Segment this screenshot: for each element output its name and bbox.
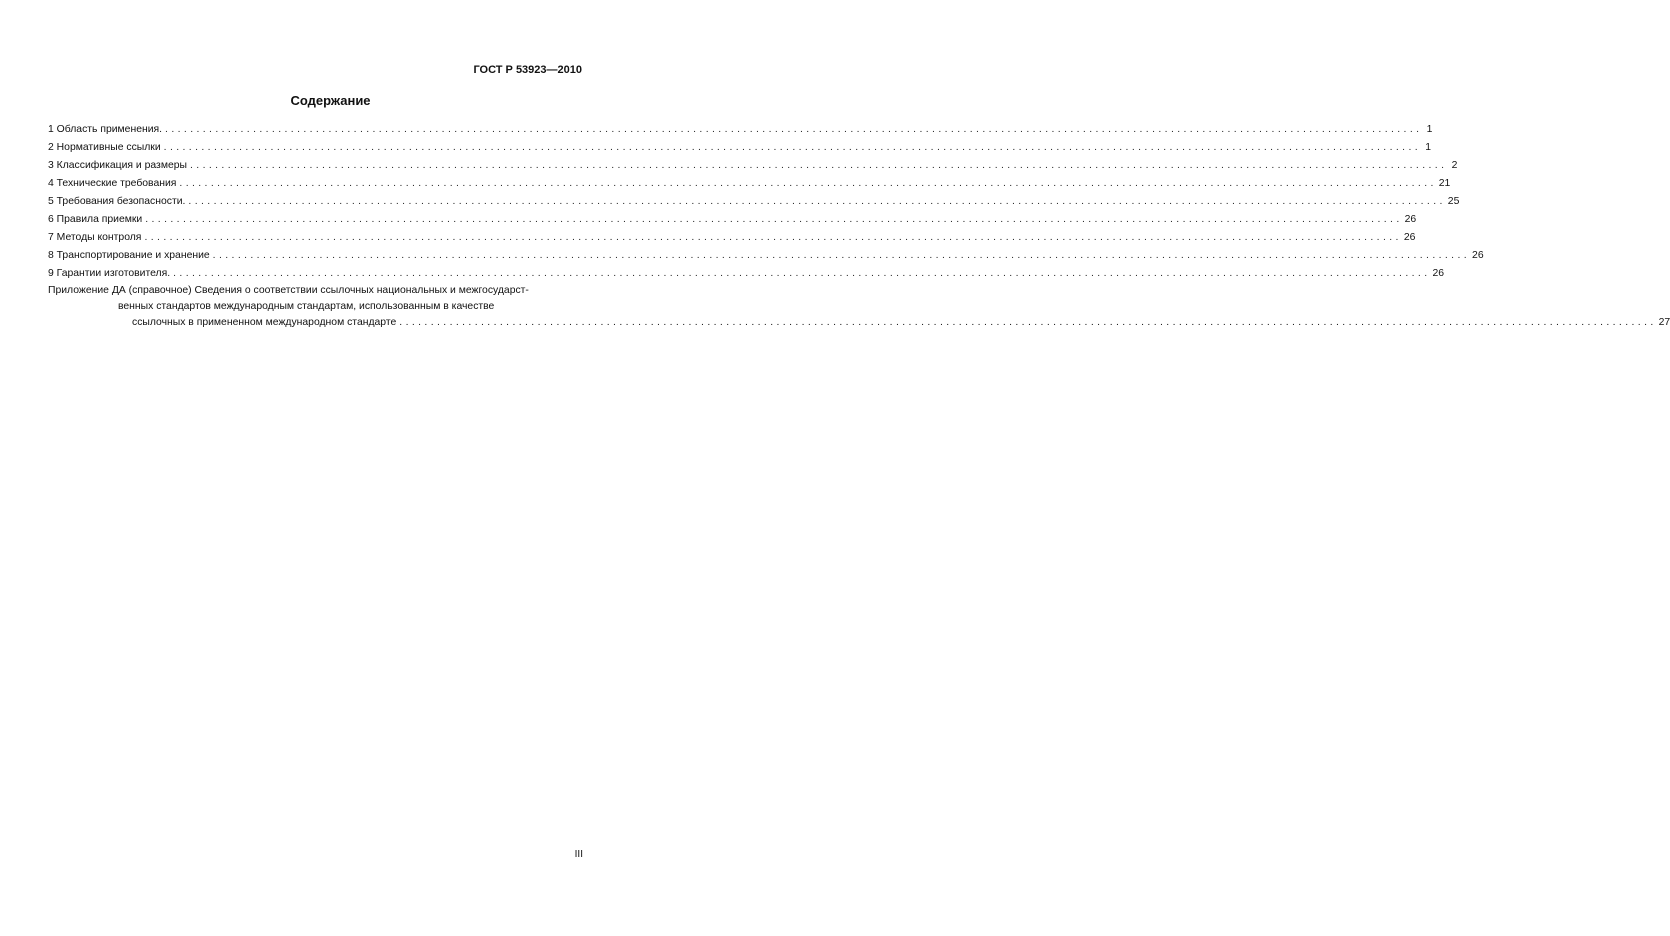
appendix-title-line3: ссылочных в примененном международном стандарте bbox=[132, 317, 397, 328]
toc-entry-label: 3 Классификация и размеры bbox=[48, 160, 187, 171]
toc-entry[interactable] bbox=[48, 193, 1460, 211]
table-of-contents bbox=[48, 121, 1670, 331]
toc-entry-label: 7 Методы контроля bbox=[48, 232, 142, 243]
document-number: ГОСТ Р 53923—2010 bbox=[473, 64, 582, 76]
toc-entry-page: 1 bbox=[1426, 124, 1433, 135]
toc-entry-page: 1 bbox=[1425, 142, 1432, 153]
appendix-page: 27 bbox=[1658, 317, 1670, 328]
toc-entry-label: 8 Транспортирование и хранение bbox=[48, 250, 210, 261]
toc-entry-label: 5 Требования безопасности. bbox=[48, 196, 186, 207]
appendix-title-line2: венных стандартов международным стандартам, использованным в качестве bbox=[118, 301, 495, 312]
toc-entry-page: 21 bbox=[1438, 178, 1451, 189]
toc-entry-page: 25 bbox=[1447, 196, 1460, 207]
dot-leader: ........................................................................................................................................................................................................ bbox=[179, 178, 1437, 189]
dot-leader: ........................................................................................................................................................................................................ bbox=[144, 232, 1402, 243]
toc-entry-page: 26 bbox=[1403, 232, 1416, 243]
toc-entry[interactable] bbox=[48, 229, 1416, 247]
appendix-title-line3-row bbox=[132, 315, 1670, 331]
dot-leader: ........................................................................................................................................................................................................ bbox=[145, 214, 1403, 225]
dot-leader: ........................................................................................................................................................................................................ bbox=[190, 160, 1448, 171]
toc-entry-label: 6 Правила приемки bbox=[48, 214, 143, 225]
toc-appendix-entry[interactable] bbox=[48, 283, 1670, 331]
dot-leader: ........................................................................................................................................................................................................ bbox=[399, 317, 1657, 328]
appendix-title-line1: Приложение ДА (справочное) Сведения о соответствии ссылочных национальных и межгосударст- bbox=[48, 285, 529, 296]
toc-entry-page: 26 bbox=[1432, 268, 1445, 279]
toc-entry-label: 4 Технические требования bbox=[48, 178, 177, 189]
toc-entry-page: 26 bbox=[1404, 214, 1417, 225]
toc-entry[interactable] bbox=[48, 157, 1458, 175]
toc-entry[interactable] bbox=[48, 121, 1433, 139]
dot-leader: ........................................................................................................................................................................................................ bbox=[165, 124, 1423, 135]
toc-entry[interactable] bbox=[48, 247, 1484, 265]
toc-entry[interactable] bbox=[48, 139, 1432, 157]
toc-entry-page: 2 bbox=[1451, 160, 1458, 171]
toc-entry-label: 1 Область применения. bbox=[48, 124, 163, 135]
dot-leader: ........................................................................................................................................................................................................ bbox=[212, 250, 1471, 261]
page-title: Содержание bbox=[290, 93, 371, 108]
toc-entry[interactable] bbox=[48, 265, 1445, 283]
dot-leader: ........................................................................................................................................................................................................ bbox=[173, 268, 1431, 279]
toc-entry-label: 2 Нормативные ссылки bbox=[48, 142, 161, 153]
dot-leader: ........................................................................................................................................................................................................ bbox=[163, 142, 1422, 153]
toc-entry-page: 26 bbox=[1472, 250, 1484, 261]
toc-entry[interactable] bbox=[48, 211, 1417, 229]
toc-entry[interactable] bbox=[48, 175, 1451, 193]
page-number-roman: III bbox=[574, 849, 583, 860]
dot-leader: ........................................................................................................................................................................................................ bbox=[188, 196, 1446, 207]
toc-entry-label: 9 Гарантии изготовителя. bbox=[48, 268, 171, 279]
